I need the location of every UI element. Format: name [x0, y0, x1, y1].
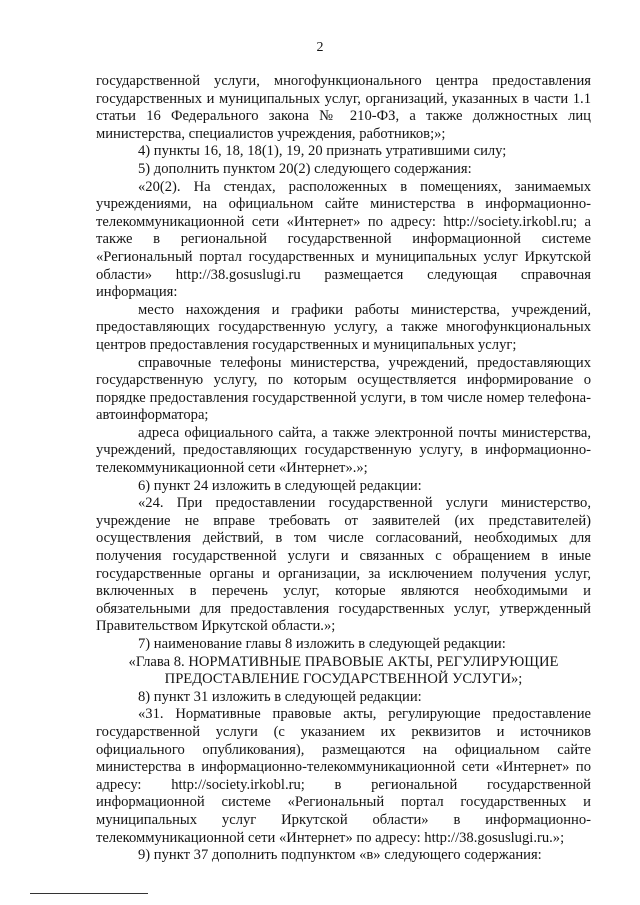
paragraph-item-9: 9) пункт 37 дополнить подпунктом «в» следующего содержания:: [138, 847, 542, 864]
paragraph-item-5: 5) дополнить пунктом 20(2) следующего содержания:: [138, 160, 472, 177]
paragraph-location-info: место нахождения и графики работы министерства, учреждений, предоставляющих государственную услугу, а также многофункциональных центров предоставления государственных и муниципальных услуг;: [96, 301, 591, 353]
paragraph-phones-info: справочные телефоны министерства, учреждений, предоставляющих государственную услугу, по которым осуществляется информирование о порядке предоставления государственной услуги, в том числе номер телефона-автоинформатора;: [96, 354, 591, 424]
paragraph-continuation: государственной услуги, многофункционального центра предоставления государственных и муниципальных услуг, организаций, указанных в части 1.1 статьи 16 Федерального закона № 210-ФЗ, а также должностных лиц министерства, специалистов учреждения, работников;»;: [96, 73, 591, 142]
paragraph-addresses-info: адреса официального сайта, а также электронной почты министерства, учреждений, предоставляющих государственную услугу, в информационно-телекоммуникационной сети «Интернет».»;: [96, 424, 591, 477]
page-number: 2: [316, 40, 324, 55]
paragraph-item-6: 6) пункт 24 изложить в следующей редакции:: [138, 477, 422, 494]
paragraph-item-8: 8) пункт 31 изложить в следующей редакции:: [138, 688, 422, 705]
paragraph-clause-24: «24. При предоставлении государственной услуги министерство, учреждение не вправе требовать от заявителей (их представителей) осуществления действий, в том числе согласований, необходимых для получения государственной услуги и связанных с обращением в иные государственные органы и организации, за исключением получения услуг, включенных в перечень услуг, которые являются необходимыми и обязательными для предоставления государственных услуг, утвержденный Правительством Иркутской области.»;: [96, 495, 591, 635]
paragraph-clause-20-2: «20(2). На стендах, расположенных в помещениях, занимаемых учреждениями, на официальном сайте министерства в информационно-телекоммуникационной сети «Интернет» по адресу: http://society.irkobl.ru; а также в региональной государственной информационной системе «Региональный портал государственных и муниципальных услуг Иркутской области» http://38.gosuslugi.ru размещается следующая справочная информация:: [96, 178, 591, 301]
footnote-separator-line: [30, 893, 148, 894]
paragraph-item-7: 7) наименование главы 8 изложить в следующей редакции:: [138, 636, 506, 652]
paragraph-item-4: 4) пункты 16, 18, 18(1), 19, 20 признать утратившими силу;: [138, 143, 507, 160]
document-body: [96, 73, 591, 865]
chapter-8-heading: «Глава 8. НОРМАТИВНЫЕ ПРАВОВЫЕ АКТЫ, РЕГУЛИРУЮЩИЕ ПРЕДОСТАВЛЕНИЕ ГОСУДАРСТВЕННОЙ УСЛУГИ»;: [128, 653, 559, 688]
paragraph-clause-31: «31. Нормативные правовые акты, регулирующие предоставление государственной услуги (с указанием их реквизитов и источников официального опубликования), размещаются на официальном сайте министерства в информационно-телекоммуникационной сети «Интернет» по адресу: http://society.irkobl.ru; в региональной государственной информационной системе «Региональный портал государственных и муниципальных услуг Иркутской области» в информационно-телекоммуникационной сети «Интернет» по адресу: http://38.gosuslugi.ru.»;: [96, 706, 591, 846]
